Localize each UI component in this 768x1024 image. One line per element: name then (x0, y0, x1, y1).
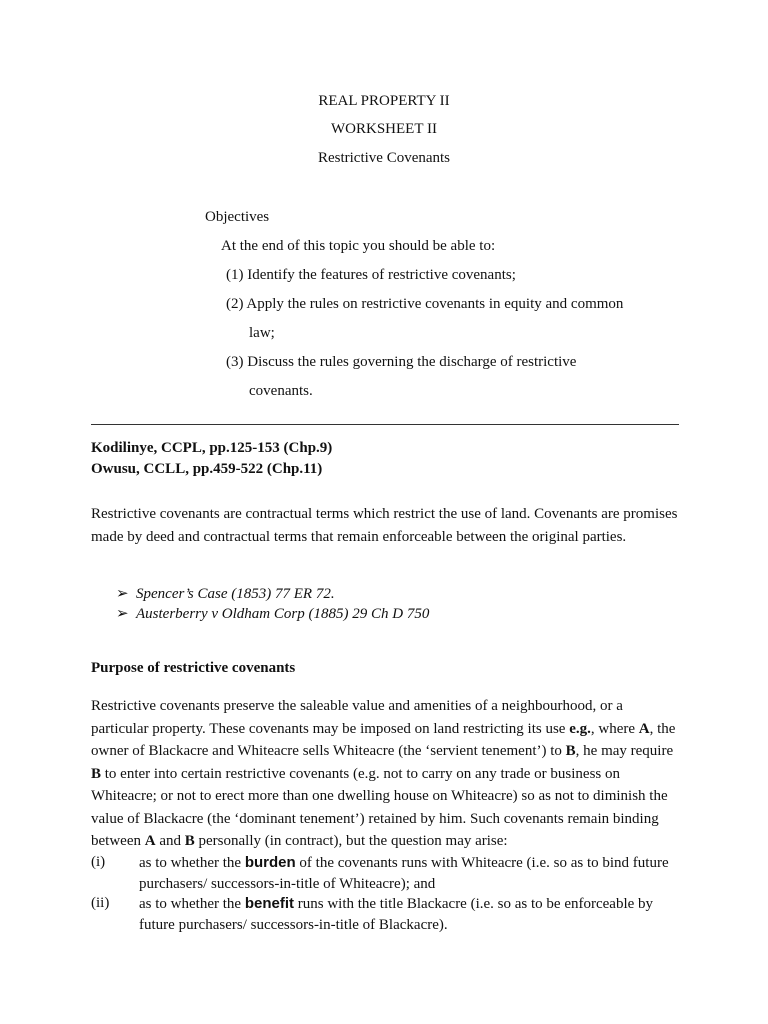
objective-item-continued: covenants. (249, 383, 313, 399)
objectives-heading: Objectives (205, 209, 270, 225)
case-bullet (116, 604, 429, 623)
objective-item: (2) Apply the rules on restrictive covenants in equity and common (226, 296, 624, 312)
objective-item: (3) Discuss the rules governing the discharge of restrictive (226, 354, 577, 370)
reference-line: Owusu, CCLL, pp.459-522 (Chp.11) (91, 461, 323, 477)
arrow-bullet-icon: ➢ (116, 586, 129, 602)
question-text: as to whether the burden of the covenants runs with Whiteacre (i.e. so as to bind future purchasers/ successors-in-title of Whiteacre); and (139, 854, 669, 892)
question-number: (i) (91, 854, 106, 870)
reference-line: Kodilinye, CCPL, pp.125-153 (Chp.9) (91, 440, 333, 456)
case-bullet (116, 584, 335, 603)
doc-subtitle: WORKSHEET II (331, 121, 437, 137)
purpose-paragraph: Restrictive covenants preserve the saleable value and amenities of a neighbourhood, or a particular property. These covenants may be imposed on land restricting its use e.g., where A, the owner of Blackacre and Whiteacre sells Whiteacre (the ‘servient tenement’) to B, he may require B to enter into certain restrictive covenants (e.g. not to carry on any trade or business on Whiteacre; or not to erect more than one dwelling house on Whiteacre) so as not to diminish the value of Blackacre (the ‘dominant tenement’) retained by him. Such covenants remain binding between A and B personally (in contract), but the question may arise: (91, 698, 676, 849)
objective-item: (1) Identify the features of restrictive covenants; (226, 267, 516, 283)
arrow-bullet-icon: ➢ (116, 606, 129, 622)
question-number: (ii) (91, 895, 110, 911)
doc-title: REAL PROPERTY II (318, 93, 450, 109)
case-citation: Austerberry v Oldham Corp (1885) 29 Ch D 750 (136, 606, 430, 622)
doc-topic: Restrictive Covenants (317, 150, 451, 166)
case-citation: Spencer’s Case (1853) 77 ER 72. (136, 586, 335, 602)
intro-paragraph: Restrictive covenants are contractual terms which restrict the use of land. Covenants are promises made by deed and contractual terms that remain enforceable between the original parties. (91, 506, 678, 545)
objective-item-continued: law; (249, 325, 275, 341)
question-text: as to whether the benefit runs with the title Blackacre (i.e. so as to be enforceable by future purchasers/ successors-in-title of Blackacre). (139, 895, 654, 933)
section-divider (91, 424, 679, 425)
objectives-intro: At the end of this topic you should be able to: (221, 238, 496, 254)
purpose-heading: Purpose of restrictive covenants (91, 660, 296, 676)
